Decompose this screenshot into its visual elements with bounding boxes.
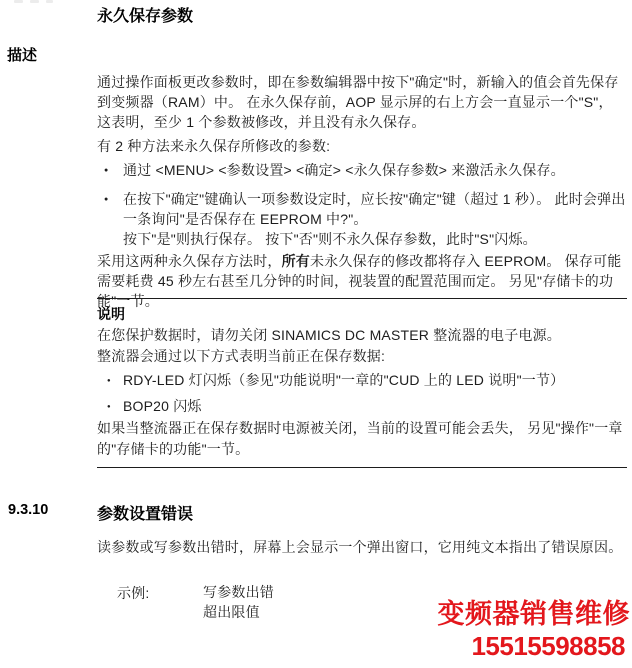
list-item-ok-key-method xyxy=(97,189,628,249)
paragraph-parameter-error: 读参数或写参数出错时，屏幕上会显示一个弹出窗口，它用纯文本指出了错误原因。 xyxy=(97,539,623,555)
note-box xyxy=(97,298,627,468)
note-line-indication: 整流器会通过以下方式表明当前正在保存数据: xyxy=(97,347,386,364)
list-item-text: ● 在按下"确定"键确认一项参数设定时，应长按"确定"键（超过 1 秒）。 此时会弹出一条询问"是否保存在 EEPROM 中?"。 xyxy=(123,191,626,227)
note-heading: 说明 xyxy=(97,306,125,322)
vendor-watermark-text: 变频器销售维修 xyxy=(437,599,630,629)
example-line-write-error: 写参数出错 xyxy=(203,584,274,600)
page-title: 永久保存参数 xyxy=(97,8,194,25)
save-methods-list xyxy=(97,160,628,249)
page-edge-artifact xyxy=(14,0,23,3)
paragraph-save-to-ram: 通过操作面板更改参数时，即在参数编辑器中按下"确定"时，新输入的值会首先保存到变频器（RAM）中。 在永久保存前，AOP 显示屏的右上方会一直显示一个"S"， 这表明，至少 1 个参数被修改，并且没有永久保存。 xyxy=(97,74,619,130)
paragraph-two-methods: 有 2 种方法来永久保存所修改的参数: xyxy=(97,138,331,154)
example-lines xyxy=(203,583,274,622)
list-item-text: 通过 <MENU> <参数设置> <确定> <永久保存参数> 来激活永久保存。 xyxy=(123,162,565,178)
note-line-power: 在您保护数据时，请勿关闭 SINAMICS DC MASTER 整流器的电子电源。 xyxy=(97,327,561,343)
note-line-warning: 如果当整流器正在保存数据时电源被关闭，当前的设置可能会丢失， 另见"操作"一章的"存储卡的功能"一节。 xyxy=(97,420,623,457)
paragraph-segment: 采用这两种永久保存方法时， xyxy=(97,253,282,269)
vendor-watermark xyxy=(438,598,631,662)
list-item-text-continued: 按下"是"则执行保存。 按下"否"则不永久保存参数，此时"S"闪烁。 xyxy=(123,231,537,247)
note-list-item-bop20 xyxy=(97,396,627,417)
page-edge-artifact xyxy=(46,0,53,3)
section-number: 9.3.10 xyxy=(8,502,49,518)
example-label: 示例: xyxy=(117,585,150,601)
paragraph-segment: 未永久保存的修改都将存入 EEPROM。 保存可能需要耗费 45 秒左右甚至几分钟的时间，视装置的配置范围而定。 另见"存储卡的功能"一节。 xyxy=(97,253,622,309)
description-heading: 描述 xyxy=(7,47,38,64)
note-list-item-rdy-led xyxy=(97,370,627,391)
section-title: 参数设置错误 xyxy=(97,506,194,523)
list-item-text: RDY-LED 灯闪烁（参见"功能说明"一章的"CUD 上的 LED 说明"一节） xyxy=(123,372,565,388)
list-item-text: BOP20 闪烁 xyxy=(123,397,202,414)
list-item-menu-method xyxy=(97,160,628,180)
example-line-limit-exceeded: 超出限值 xyxy=(203,603,260,620)
paragraph-bold-segment: 所有 xyxy=(281,253,311,269)
vendor-watermark-phone: 15515598858 xyxy=(471,631,625,661)
page-edge-artifact xyxy=(30,0,39,3)
